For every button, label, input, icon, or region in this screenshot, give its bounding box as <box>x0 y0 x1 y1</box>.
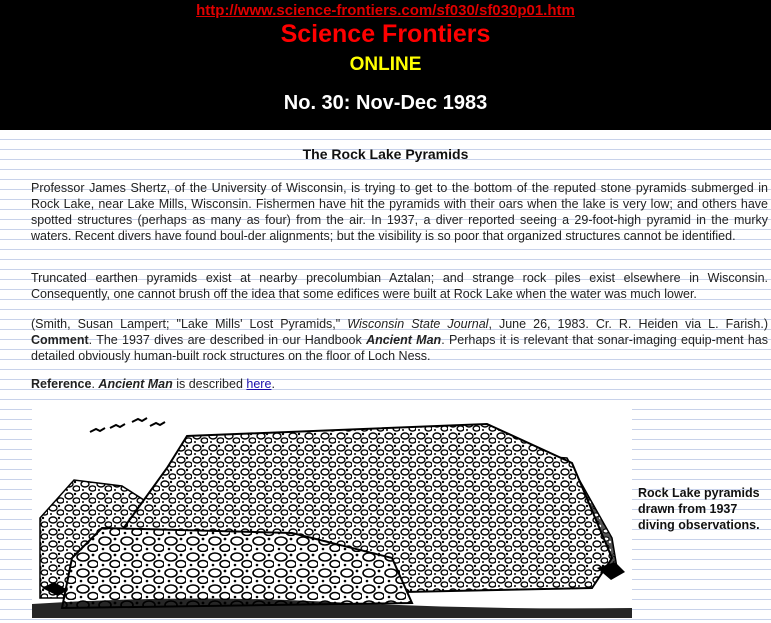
comment-text-1: . The 1937 dives are described in our Handbook <box>88 333 362 347</box>
reference-here-link[interactable]: here <box>246 377 272 391</box>
comment-book-title: Ancient Man <box>366 333 442 347</box>
reference-text: is described <box>176 377 243 391</box>
reference-end: . <box>271 377 275 391</box>
reference-label: Reference <box>31 377 92 391</box>
reference-line <box>31 376 768 392</box>
citation-suffix: , June 26, 1983. Cr. R. Heiden via L. Farish.) <box>488 317 768 331</box>
citation-prefix: (Smith, Susan Lampert; "Lake Mills' Lost Pyramids," <box>31 317 341 331</box>
paragraph-2: Truncated earthen pyramids exist at nearby precolumbian Aztalan; and strange rock piles exist elsewhere in Wisconsin. Consequently, one cannot brush off the idea that some edifices were built at Rock Lake when the water was much lower. <box>31 271 768 301</box>
citation-comment-paragraph <box>31 316 768 364</box>
comment-text-2: . Perhaps it is relevant that sonar-imaging equip-ment has detailed obviously human-built rock structures on the floor of Loch Ness. <box>31 333 768 363</box>
pyramid-drawing <box>32 408 632 618</box>
masthead <box>0 0 771 130</box>
page-url-link[interactable]: http://www.science-frontiers.com/sf030/sf030p01.htm <box>196 2 575 19</box>
reference-book-title: Ancient Man <box>98 377 173 391</box>
pyramid-illustration <box>32 408 632 618</box>
site-title: Science Frontiers <box>280 20 491 48</box>
citation-journal: Wisconsin State Journal <box>347 317 489 331</box>
comment-label: Comment <box>31 333 89 347</box>
issue-label: No. 30: Nov-Dec 1983 <box>283 92 488 114</box>
reference-separator: . <box>91 377 95 391</box>
site-subtitle: ONLINE <box>349 54 422 75</box>
figure-caption: Rock Lake pyramids drawn from 1937 diving observations. <box>638 486 760 532</box>
paragraph-1: Professor James Shertz, of the University of Wisconsin, is trying to get to the bottom of the reputed stone pyramids submerged in Rock Lake, near Lake Mills, Wisconsin. Fishermen have hit the pyramids with their oars when the lake is very low; and others have spotted structures (perhaps as many as four) from the air. In 1937, a diver reported seeing a 29-foot-high pyramid in the murky waters. Recent divers have found boul-der alignments; but the visibility is so poor that organized structures cannot be identified. <box>31 181 768 243</box>
article-title: The Rock Lake Pyramids <box>302 146 469 162</box>
